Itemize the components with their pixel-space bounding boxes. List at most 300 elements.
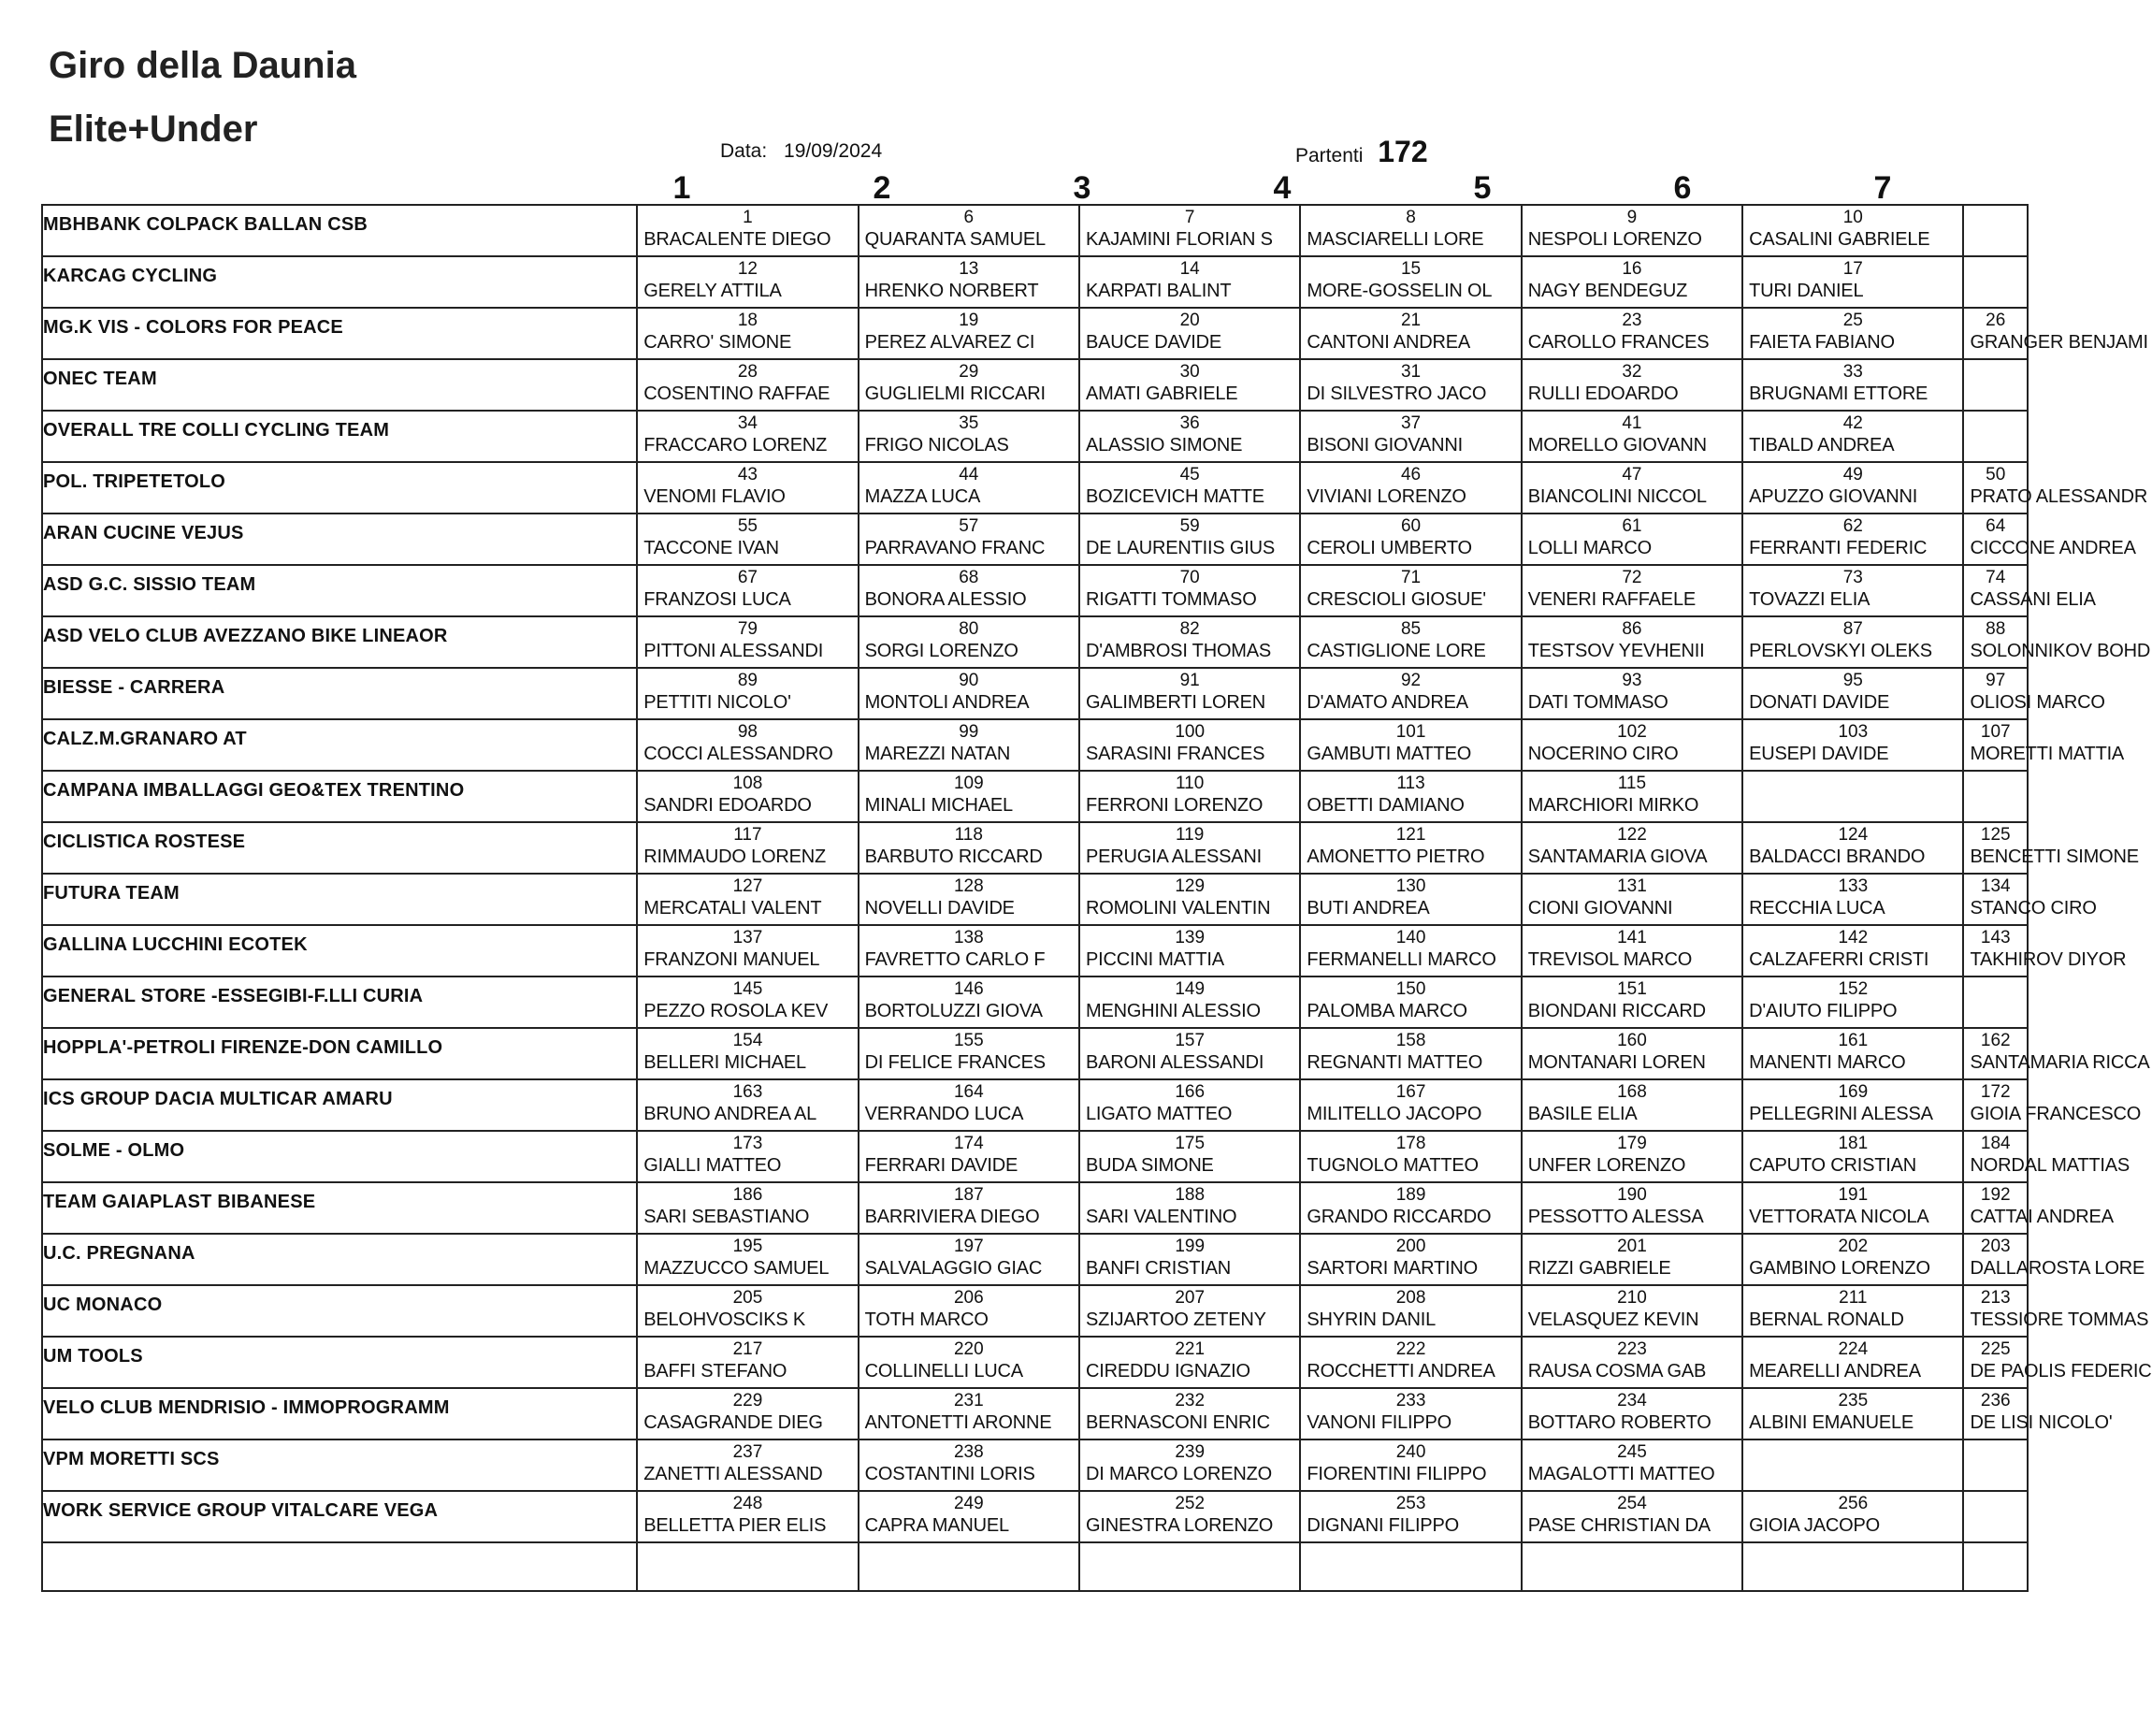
rider-name: NORDAL MATTIAS bbox=[1970, 1155, 2130, 1176]
rider-name: PERLOVSKYI OLEKS bbox=[1749, 641, 1932, 661]
rider-cell bbox=[637, 514, 858, 565]
empty-cell bbox=[1742, 1542, 1963, 1591]
rider-cell bbox=[859, 514, 1079, 565]
column-number: 1 bbox=[672, 170, 691, 206]
team-name-cell bbox=[42, 1388, 637, 1439]
rider-bib: 197 bbox=[953, 1237, 984, 1256]
rider-name: MONTOLI ANDREA bbox=[864, 692, 1030, 713]
rider-name: FRIGO NICOLAS bbox=[864, 435, 1009, 456]
rider-cell bbox=[1079, 874, 1300, 925]
rider-name: MARCHIORI MIRKO bbox=[1527, 795, 1699, 816]
rider-name: GAMBINO LORENZO bbox=[1749, 1258, 1930, 1279]
rider-name: GRANGER BENJAMI bbox=[1970, 332, 2148, 353]
rider-cell bbox=[1963, 668, 2105, 719]
rider-cell bbox=[1079, 925, 1300, 976]
rider-cell bbox=[637, 256, 858, 308]
rider-name: CALZAFERRI CRISTI bbox=[1749, 949, 1929, 970]
rider-bib: 71 bbox=[1400, 568, 1422, 587]
rider-name: VENERI RAFFAELE bbox=[1527, 589, 1697, 610]
rider-bib: 97 bbox=[1986, 671, 2006, 690]
rider-name: QUARANTA SAMUEL bbox=[864, 229, 1046, 250]
rider-name: FERRONI LORENZO bbox=[1085, 795, 1264, 816]
rider-cell bbox=[1300, 822, 1521, 874]
rider-name: GALIMBERTI LOREN bbox=[1085, 692, 1266, 713]
rider-cell bbox=[1522, 976, 1742, 1028]
rider-name: DE LAURENTIIS GIUS bbox=[1085, 538, 1275, 558]
rider-name: BANFI CRISTIAN bbox=[1085, 1258, 1231, 1279]
team-name-cell bbox=[42, 565, 637, 616]
rider-cell bbox=[1300, 1028, 1521, 1079]
rider-name: TESSIORE TOMMAS bbox=[1970, 1309, 2149, 1330]
rider-name: PETTITI NICOLO' bbox=[643, 692, 791, 713]
rider-bib: 32 bbox=[1622, 362, 1642, 382]
rider-name: ROMOLINI VALENTIN bbox=[1085, 898, 1271, 919]
team-name-cell bbox=[42, 514, 637, 565]
team-row bbox=[42, 411, 2028, 462]
rider-cell bbox=[1300, 1337, 1521, 1388]
rider-name: DE LISI NICOLO' bbox=[1970, 1412, 2113, 1433]
rider-cell bbox=[1079, 1337, 1300, 1388]
rider-bib: 146 bbox=[953, 979, 984, 999]
rider-name: MEARELLI ANDREA bbox=[1749, 1361, 1921, 1382]
team-name: KARCAG CYCLING bbox=[43, 266, 218, 286]
rider-name: MENGHINI ALESSIO bbox=[1085, 1001, 1261, 1021]
team-name: VELO CLUB MENDRISIO - IMMOPROGRAMM bbox=[43, 1397, 450, 1418]
rider-cell bbox=[1742, 1388, 1963, 1439]
rider-cell bbox=[859, 256, 1079, 308]
rider-bib: 55 bbox=[737, 516, 758, 536]
rider-bib: 16 bbox=[1622, 259, 1642, 279]
rider-cell bbox=[1522, 462, 1742, 514]
rider-cell bbox=[1742, 1182, 1963, 1234]
rider-bib: 13 bbox=[959, 259, 979, 279]
rider-cell bbox=[1742, 668, 1963, 719]
rider-name: D'AIUTO FILIPPO bbox=[1749, 1001, 1898, 1021]
rider-name: GIOIA JACOPO bbox=[1749, 1515, 1880, 1536]
rider-name: DI FELICE FRANCES bbox=[864, 1052, 1046, 1073]
rider-name: GUGLIELMI RICCARI bbox=[864, 383, 1046, 404]
rider-bib: 30 bbox=[1179, 362, 1200, 382]
empty-row bbox=[42, 1542, 2028, 1591]
rider-name: RAUSA COSMA GAB bbox=[1527, 1361, 1707, 1382]
rider-bib: 29 bbox=[959, 362, 979, 382]
rider-bib: 59 bbox=[1179, 516, 1200, 536]
team-name-cell bbox=[42, 1337, 637, 1388]
team-row bbox=[42, 308, 2028, 359]
rider-cell bbox=[1079, 976, 1300, 1028]
rider-name: FAIETA FABIANO bbox=[1749, 332, 1895, 353]
rider-bib: 208 bbox=[1395, 1288, 1426, 1308]
rider-name: CIONI GIOVANNI bbox=[1527, 898, 1673, 919]
rider-bib: 103 bbox=[1838, 722, 1869, 742]
rider-cell bbox=[1742, 822, 1963, 874]
rider-cell bbox=[1742, 1285, 1963, 1337]
rider-name: KARPATI BALINT bbox=[1085, 281, 1232, 301]
rider-cell bbox=[1963, 822, 2139, 874]
rider-cell bbox=[1522, 668, 1742, 719]
starters-info bbox=[1295, 135, 1428, 169]
rider-name: PALOMBA MARCO bbox=[1307, 1001, 1467, 1021]
team-name-cell bbox=[42, 1028, 637, 1079]
rider-cell bbox=[859, 1182, 1079, 1234]
rider-cell bbox=[859, 616, 1079, 668]
rider-bib: 87 bbox=[1842, 619, 1863, 639]
team-name-cell bbox=[42, 822, 637, 874]
rider-bib: 238 bbox=[953, 1442, 984, 1462]
team-name: GALLINA LUCCHINI ECOTEK bbox=[43, 934, 308, 955]
rider-name: MERCATALI VALENT bbox=[643, 898, 822, 919]
rider-name: CASTIGLIONE LORE bbox=[1307, 641, 1486, 661]
rider-cell bbox=[1963, 771, 2028, 822]
rider-name: MONTANARI LOREN bbox=[1527, 1052, 1706, 1073]
rider-name: BIONDANI RICCARD bbox=[1527, 1001, 1706, 1021]
empty-cell bbox=[42, 1542, 637, 1591]
rider-name: VANONI FILIPPO bbox=[1307, 1412, 1452, 1433]
rider-bib: 181 bbox=[1838, 1134, 1869, 1153]
rider-cell bbox=[1300, 719, 1521, 771]
rider-name: NAGY BENDEGUZ bbox=[1527, 281, 1688, 301]
team-name-cell bbox=[42, 668, 637, 719]
rider-name: FERRARI DAVIDE bbox=[864, 1155, 1018, 1176]
team-name: POL. TRIPETETOLO bbox=[43, 471, 226, 492]
rider-bib: 221 bbox=[1175, 1339, 1206, 1359]
rider-cell bbox=[1522, 308, 1742, 359]
rider-bib: 17 bbox=[1842, 259, 1863, 279]
rider-cell bbox=[637, 1285, 858, 1337]
team-row bbox=[42, 256, 2028, 308]
team-row bbox=[42, 514, 2028, 565]
rider-bib: 158 bbox=[1395, 1031, 1426, 1050]
rider-bib: 25 bbox=[1842, 311, 1863, 330]
rider-name: TURI DANIEL bbox=[1749, 281, 1864, 301]
team-row bbox=[42, 1182, 2028, 1234]
rider-bib: 167 bbox=[1395, 1082, 1426, 1102]
rider-name: TUGNOLO MATTEO bbox=[1307, 1155, 1479, 1176]
rider-bib: 6 bbox=[963, 208, 975, 227]
rider-cell bbox=[1079, 1285, 1300, 1337]
rider-name: DONATI DAVIDE bbox=[1749, 692, 1890, 713]
rider-bib: 34 bbox=[737, 413, 758, 433]
rider-name: ANTONETTI ARONNE bbox=[864, 1412, 1052, 1433]
team-name: UM TOOLS bbox=[43, 1346, 143, 1367]
rider-bib: 248 bbox=[732, 1494, 763, 1513]
rider-cell bbox=[1522, 359, 1742, 411]
rider-bib: 234 bbox=[1617, 1391, 1647, 1410]
rider-bib: 252 bbox=[1175, 1494, 1206, 1513]
team-name-cell bbox=[42, 411, 637, 462]
rider-cell bbox=[1963, 874, 2097, 925]
rider-bib: 88 bbox=[1986, 619, 2006, 639]
rider-name: BORTOLUZZI GIOVA bbox=[864, 1001, 1043, 1021]
rider-bib: 222 bbox=[1395, 1339, 1426, 1359]
rider-cell bbox=[1300, 565, 1521, 616]
team-row bbox=[42, 1337, 2028, 1388]
rider-bib: 49 bbox=[1842, 465, 1863, 485]
rider-name: BELOHVOSCIKS K bbox=[643, 1309, 806, 1330]
rider-cell bbox=[1079, 1388, 1300, 1439]
rider-cell bbox=[1079, 1234, 1300, 1285]
rider-bib: 184 bbox=[1980, 1134, 2011, 1153]
rider-name: TACCONE IVAN bbox=[643, 538, 779, 558]
rider-name: PEZZO ROSOLA KEV bbox=[643, 1001, 829, 1021]
rider-name: RIZZI GABRIELE bbox=[1527, 1258, 1671, 1279]
rider-cell bbox=[1079, 1028, 1300, 1079]
rider-bib: 20 bbox=[1179, 311, 1200, 330]
rider-bib: 225 bbox=[1980, 1339, 2011, 1359]
rider-bib: 168 bbox=[1617, 1082, 1647, 1102]
rider-name: SALVALAGGIO GIAC bbox=[864, 1258, 1043, 1279]
rider-bib: 145 bbox=[732, 979, 763, 999]
rider-bib: 166 bbox=[1175, 1082, 1206, 1102]
rider-cell bbox=[1300, 874, 1521, 925]
rider-cell bbox=[637, 668, 858, 719]
rider-cell bbox=[1079, 719, 1300, 771]
team-name: GENERAL STORE -ESSEGIBI-F.LLI CURIA bbox=[43, 986, 424, 1006]
rider-name: TAKHIROV DIYOR bbox=[1970, 949, 2127, 970]
team-name: WORK SERVICE GROUP VITALCARE VEGA bbox=[43, 1500, 439, 1521]
team-row bbox=[42, 462, 2028, 514]
rider-cell bbox=[1522, 925, 1742, 976]
rider-cell bbox=[1963, 1182, 2114, 1234]
team-row bbox=[42, 976, 2028, 1028]
rider-cell bbox=[1742, 1028, 1963, 1079]
rider-bib: 239 bbox=[1175, 1442, 1206, 1462]
rider-bib: 229 bbox=[732, 1391, 763, 1410]
rider-name: APUZZO GIOVANNI bbox=[1749, 486, 1918, 507]
rider-bib: 210 bbox=[1617, 1288, 1647, 1308]
rider-cell bbox=[1300, 668, 1521, 719]
rider-name: D'AMATO ANDREA bbox=[1307, 692, 1468, 713]
rider-name: SANDRI EDOARDO bbox=[643, 795, 812, 816]
rider-name: RIMMAUDO LORENZ bbox=[643, 846, 827, 867]
rider-bib: 231 bbox=[953, 1391, 984, 1410]
rider-name: BAUCE DAVIDE bbox=[1085, 332, 1222, 353]
rider-bib: 90 bbox=[959, 671, 979, 690]
rider-bib: 179 bbox=[1617, 1134, 1647, 1153]
team-row bbox=[42, 565, 2028, 616]
rider-cell bbox=[1300, 1234, 1521, 1285]
rider-bib: 64 bbox=[1986, 516, 2006, 536]
rider-cell bbox=[637, 565, 858, 616]
start-list-table bbox=[41, 204, 2152, 1592]
rider-bib: 155 bbox=[953, 1031, 984, 1050]
rider-bib: 61 bbox=[1622, 516, 1642, 536]
team-name: ASD G.C. SISSIO TEAM bbox=[43, 574, 256, 595]
rider-bib: 93 bbox=[1622, 671, 1642, 690]
rider-name: RIGATTI TOMMASO bbox=[1085, 589, 1257, 610]
rider-name: SZIJARTOO ZETENY bbox=[1085, 1309, 1266, 1330]
rider-bib: 203 bbox=[1980, 1237, 2011, 1256]
rider-name: CRESCIOLI GIOSUE' bbox=[1307, 589, 1486, 610]
rider-bib: 62 bbox=[1842, 516, 1863, 536]
rider-bib: 10 bbox=[1842, 208, 1863, 227]
rider-name: VELASQUEZ KEVIN bbox=[1527, 1309, 1699, 1330]
rider-cell bbox=[637, 1182, 858, 1234]
rider-name: PESSOTTO ALESSA bbox=[1527, 1207, 1704, 1227]
rider-name: BUTI ANDREA bbox=[1307, 898, 1430, 919]
rider-cell bbox=[1522, 411, 1742, 462]
rider-cell bbox=[1079, 411, 1300, 462]
rider-cell bbox=[1742, 1439, 1963, 1491]
rider-bib: 127 bbox=[732, 876, 763, 896]
rider-bib: 14 bbox=[1179, 259, 1200, 279]
rider-cell bbox=[1300, 616, 1521, 668]
rider-bib: 98 bbox=[737, 722, 758, 742]
team-name-cell bbox=[42, 308, 637, 359]
rider-name: COCCI ALESSANDRO bbox=[643, 744, 833, 764]
rider-cell bbox=[1079, 1439, 1300, 1491]
rider-bib: 207 bbox=[1175, 1288, 1206, 1308]
date-value: 19/09/2024 bbox=[784, 140, 883, 162]
rider-cell bbox=[859, 411, 1079, 462]
rider-bib: 192 bbox=[1980, 1185, 2011, 1205]
rider-name: MILITELLO JACOPO bbox=[1307, 1104, 1482, 1124]
column-number: 2 bbox=[873, 170, 891, 206]
rider-cell bbox=[859, 925, 1079, 976]
rider-bib: 85 bbox=[1400, 619, 1422, 639]
rider-name: RECCHIA LUCA bbox=[1749, 898, 1885, 919]
team-row bbox=[42, 359, 2028, 411]
rider-name: KAJAMINI FLORIAN S bbox=[1085, 229, 1273, 250]
rider-cell bbox=[637, 359, 858, 411]
race-title: Giro della Daunia bbox=[49, 45, 356, 86]
rider-cell bbox=[859, 1131, 1079, 1182]
rider-cell bbox=[1300, 205, 1521, 256]
rider-cell bbox=[1742, 308, 1963, 359]
rider-bib: 224 bbox=[1838, 1339, 1869, 1359]
rider-cell bbox=[1963, 514, 2136, 565]
team-name: SOLME - OLMO bbox=[43, 1140, 185, 1161]
rider-cell bbox=[1963, 1131, 2130, 1182]
rider-cell bbox=[1079, 1182, 1300, 1234]
empty-cell bbox=[1522, 1542, 1742, 1591]
rider-name: BERNASCONI ENRIC bbox=[1085, 1412, 1270, 1433]
rider-bib: 200 bbox=[1395, 1237, 1426, 1256]
team-row bbox=[42, 719, 2028, 771]
rider-cell bbox=[1300, 256, 1521, 308]
rider-bib: 101 bbox=[1395, 722, 1426, 742]
rider-name: BONORA ALESSIO bbox=[864, 589, 1027, 610]
team-row bbox=[42, 925, 2028, 976]
rider-cell bbox=[1300, 1491, 1521, 1542]
rider-name: BARRIVIERA DIEGO bbox=[864, 1207, 1040, 1227]
rider-cell bbox=[1079, 1131, 1300, 1182]
team-name: ONEC TEAM bbox=[43, 369, 157, 389]
rider-name: SARASINI FRANCES bbox=[1085, 744, 1265, 764]
rider-bib: 223 bbox=[1617, 1339, 1647, 1359]
rider-name: UNFER LORENZO bbox=[1527, 1155, 1686, 1176]
rider-cell bbox=[1963, 1028, 2150, 1079]
rider-bib: 68 bbox=[959, 568, 979, 587]
team-name-cell bbox=[42, 205, 637, 256]
rider-bib: 254 bbox=[1617, 1494, 1647, 1513]
rider-cell bbox=[637, 925, 858, 976]
team-name-cell bbox=[42, 1182, 637, 1234]
team-name-cell bbox=[42, 771, 637, 822]
team-name: CICLISTICA ROSTESE bbox=[43, 832, 246, 852]
rider-name: BERNAL RONALD bbox=[1749, 1309, 1904, 1330]
team-row bbox=[42, 874, 2028, 925]
rider-name: MAGALOTTI MATTEO bbox=[1527, 1464, 1715, 1484]
rider-bib: 80 bbox=[959, 619, 979, 639]
team-name: CALZ.M.GRANARO AT bbox=[43, 729, 247, 749]
rider-bib: 102 bbox=[1617, 722, 1647, 742]
rider-bib: 160 bbox=[1617, 1031, 1647, 1050]
rider-cell bbox=[1963, 1079, 2142, 1131]
rider-cell bbox=[1742, 874, 1963, 925]
rider-bib: 195 bbox=[732, 1237, 763, 1256]
rider-name: MAZZA LUCA bbox=[864, 486, 981, 507]
rider-name: SARI VALENTINO bbox=[1085, 1207, 1237, 1227]
rider-cell bbox=[1079, 256, 1300, 308]
rider-bib: 36 bbox=[1179, 413, 1200, 433]
rider-name: PERUGIA ALESSANI bbox=[1085, 846, 1262, 867]
rider-bib: 8 bbox=[1406, 208, 1416, 227]
rider-cell bbox=[637, 1337, 858, 1388]
rider-name: EUSEPI DAVIDE bbox=[1749, 744, 1889, 764]
rider-cell bbox=[1742, 411, 1963, 462]
rider-name: MASCIARELLI LORE bbox=[1307, 229, 1484, 250]
rider-cell bbox=[859, 1234, 1079, 1285]
rider-bib: 249 bbox=[953, 1494, 984, 1513]
rider-name: BALDACCI BRANDO bbox=[1749, 846, 1926, 867]
rider-bib: 157 bbox=[1175, 1031, 1206, 1050]
rider-name: MORE-GOSSELIN OL bbox=[1307, 281, 1493, 301]
rider-name: TESTSOV YEVHENII bbox=[1527, 641, 1705, 661]
rider-name: ZANETTI ALESSAND bbox=[643, 1464, 823, 1484]
rider-cell bbox=[1742, 1131, 1963, 1182]
rider-bib: 60 bbox=[1400, 516, 1422, 536]
rider-name: GRANDO RICCARDO bbox=[1307, 1207, 1492, 1227]
rider-name: CIREDDU IGNAZIO bbox=[1085, 1361, 1250, 1382]
rider-cell bbox=[1300, 976, 1521, 1028]
rider-name: AMONETTO PIETRO bbox=[1307, 846, 1485, 867]
rider-name: SORGI LORENZO bbox=[864, 641, 1018, 661]
rider-cell bbox=[1742, 514, 1963, 565]
date-info bbox=[720, 140, 882, 163]
rider-bib: 149 bbox=[1175, 979, 1206, 999]
rider-cell bbox=[1963, 205, 2028, 256]
rider-bib: 240 bbox=[1395, 1442, 1426, 1462]
rider-cell bbox=[637, 771, 858, 822]
rider-bib: 99 bbox=[959, 722, 979, 742]
team-row bbox=[42, 616, 2028, 668]
rider-bib: 43 bbox=[737, 465, 758, 485]
rider-name: FERRANTI FEDERIC bbox=[1749, 538, 1928, 558]
team-name: HOPPLA'-PETROLI FIRENZE-DON CAMILLO bbox=[43, 1037, 443, 1058]
rider-cell bbox=[859, 1028, 1079, 1079]
rider-cell bbox=[1963, 925, 2127, 976]
rider-cell bbox=[1522, 205, 1742, 256]
team-row bbox=[42, 771, 2028, 822]
rider-cell bbox=[1300, 411, 1521, 462]
rider-cell bbox=[1079, 616, 1300, 668]
rider-cell bbox=[1300, 771, 1521, 822]
rider-bib: 201 bbox=[1617, 1237, 1647, 1256]
rider-bib: 28 bbox=[737, 362, 758, 382]
team-name: OVERALL TRE COLLI CYCLING TEAM bbox=[43, 420, 390, 441]
rider-name: TIBALD ANDREA bbox=[1749, 435, 1895, 456]
rider-cell bbox=[1742, 1491, 1963, 1542]
column-number: 7 bbox=[1873, 170, 1892, 206]
rider-name: GIOIA FRANCESCO bbox=[1970, 1104, 2142, 1124]
rider-name: BELLERI MICHAEL bbox=[643, 1052, 806, 1073]
rider-bib: 173 bbox=[732, 1134, 763, 1153]
rider-cell bbox=[859, 1285, 1079, 1337]
rider-name: MAREZZI NATAN bbox=[864, 744, 1011, 764]
column-number: 5 bbox=[1473, 170, 1492, 206]
rider-name: CASALINI GABRIELE bbox=[1749, 229, 1930, 250]
